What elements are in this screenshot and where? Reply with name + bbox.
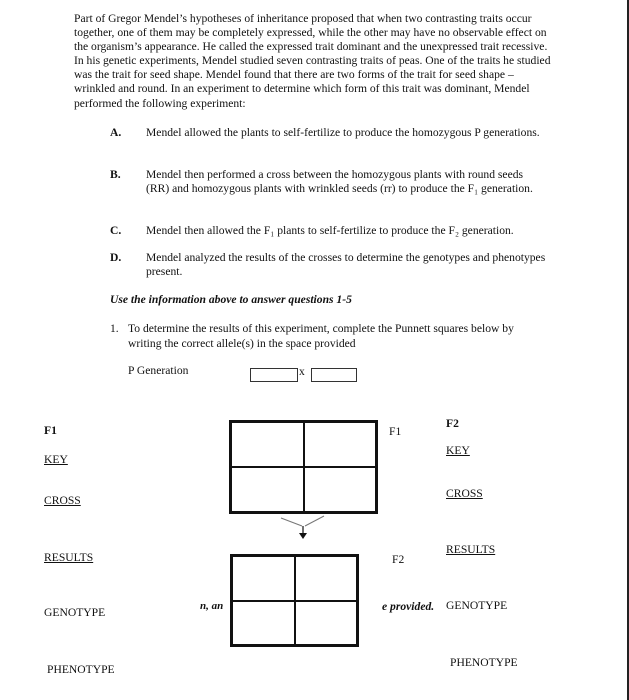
step-text: Mendel allowed the plants to self-fertilize to produce the homozygous P generations. xyxy=(146,126,540,139)
punnett-cell[interactable] xyxy=(295,601,358,646)
f2-results-label: RESULTS xyxy=(446,543,496,556)
f2-key-label: KEY xyxy=(446,444,470,457)
overlap-fragment-right: e provided. xyxy=(382,600,435,613)
f2-title: F2 xyxy=(446,417,459,430)
f2-genotype-label: GENOTYPE xyxy=(446,599,508,612)
punnett-cell[interactable] xyxy=(231,467,304,512)
punnett-cell[interactable] xyxy=(295,556,358,601)
down-arrow-icon xyxy=(278,512,328,542)
f1-results-label: RESULTS xyxy=(44,551,94,564)
punnett-cell[interactable] xyxy=(304,467,377,512)
punnett-cell[interactable] xyxy=(231,422,304,467)
intro-paragraph: Part of Gregor Mendel’s hypotheses of inheritance proposed that when two contrasting traits occur together, one of them may be completely expressed, while the other may have no observable effect on the organism’s appearance. He called the expressed trait dominant and the unexpressed trait recessive. In his genetic experiments, Mendel studied seven contrasting traits of peas. One of the traits he studied was the trait for seed shape. Mendel found that there are two forms of the trait for seed shape – wrinkled and round. In an experiment to determine which form of this trait was dominant, Mendel performed the following experiment: xyxy=(74,12,551,110)
step-letter: D. xyxy=(110,251,122,264)
punnett-cell[interactable] xyxy=(232,556,295,601)
step-text: Mendel then performed a cross between the homozygous plants with round seeds (RR) and homozygous plants with wrinkled seeds (rr) to produce the F₁ generation. xyxy=(146,168,533,195)
punnett-square-f1 xyxy=(229,420,378,514)
punnett-cell[interactable] xyxy=(232,601,295,646)
f1-title: F1 xyxy=(44,424,57,437)
instructions: Use the information above to answer questions 1-5 xyxy=(110,293,352,306)
step-text: Mendel analyzed the results of the crosses to determine the genotypes and phenotypes present. xyxy=(146,251,546,278)
overlap-fragment-left: n, an xyxy=(200,600,224,612)
f1-phenotype-label: PHENOTYPE xyxy=(47,663,115,676)
question-text: To determine the results of this experiment, complete the Punnett squares below by writing the correct allele(s) in the space provided xyxy=(128,322,514,350)
p-generation-label: P Generation xyxy=(128,364,189,377)
punnett-square-f2 xyxy=(230,554,359,647)
step-letter: B. xyxy=(110,168,121,181)
p-allele-input-1[interactable] xyxy=(250,368,298,382)
cross-symbol: x xyxy=(299,365,305,378)
f1-key-label: KEY xyxy=(44,453,68,466)
f1-genotype-label: GENOTYPE xyxy=(44,606,106,619)
step-letter: C. xyxy=(110,224,122,237)
square-label-f2: F2 xyxy=(392,553,405,566)
step-text: Mendel then allowed the F₁ plants to self-fertilize to produce the F₂ generation. xyxy=(146,224,514,237)
step-letter: A. xyxy=(110,126,122,139)
f2-phenotype-label: PHENOTYPE xyxy=(450,656,518,669)
square-label-f1: F1 xyxy=(389,425,402,438)
p-allele-input-2[interactable] xyxy=(311,368,357,382)
f1-cross-label: CROSS xyxy=(44,494,81,507)
punnett-cell[interactable] xyxy=(304,422,377,467)
question-number: 1. xyxy=(110,322,119,335)
f2-cross-label: CROSS xyxy=(446,487,483,500)
